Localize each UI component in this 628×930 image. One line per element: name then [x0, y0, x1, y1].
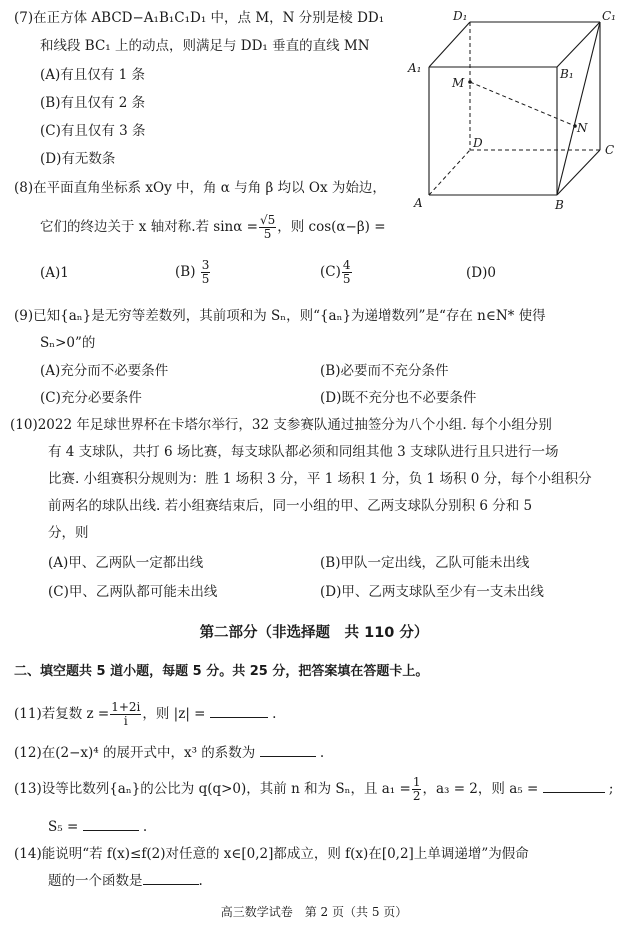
- q11-post: ，则 |z| =: [142, 706, 206, 722]
- q7-option-b: (B)有且仅有 2 条: [40, 95, 146, 111]
- q11: [14, 696, 276, 732]
- q13: [14, 771, 613, 807]
- q13-line2-end: .: [142, 819, 148, 835]
- q8-option-c-num: 4: [342, 258, 351, 272]
- q13-mid: ，a₃ = 2，则 a₅ =: [422, 781, 539, 797]
- label-c1: C₁: [602, 9, 616, 23]
- q8-option-c-fraction: [342, 259, 352, 286]
- q13-frac-num: 1: [412, 775, 421, 789]
- q13-line2: [48, 818, 147, 836]
- q8-line1: (8)在平面直角坐标系 xOy 中，角 α 与角 β 均以 Ox 为始边，: [14, 180, 386, 196]
- q13-s5-label: S₅ =: [48, 819, 79, 835]
- label-d: D: [473, 136, 483, 150]
- q8-option-c-label: (C): [320, 264, 341, 280]
- q8-option-b-label: (B): [175, 264, 196, 280]
- q14-line2-end: .: [198, 873, 203, 889]
- point-m: [468, 80, 472, 84]
- q11-pre: (11)若复数 z =: [14, 706, 110, 722]
- q8-option-b-den: 5: [201, 272, 210, 286]
- segment-bc1: [557, 22, 600, 195]
- q8-sin-fraction: [259, 214, 276, 241]
- label-a1: A₁: [408, 61, 422, 75]
- q7-line2: 和线段 BC₁ 上的动点，则满足与 DD₁ 垂直的直线 MN: [40, 38, 370, 54]
- q8-line2-pre: 它们的终边关于 x 轴对称.若 sinα =: [40, 219, 258, 235]
- section2-header: 二、填空题共 5 道小题，每题 5 分。共 25 分，把答案填在答题卡上。: [14, 664, 429, 679]
- q11-fraction: [110, 701, 141, 728]
- q8-line2: [40, 211, 386, 243]
- q9-line1: (9)已知{aₙ}是无穷等差数列，其前项和为 Sₙ，则“{aₙ}为递增数列”是“存在 n∈N* 使得: [14, 308, 546, 324]
- q8-option-b-fraction: [201, 259, 211, 286]
- q9-option-a: (A)充分而不必要条件: [40, 363, 169, 379]
- q11-frac-num: 1+2i: [111, 700, 141, 714]
- q13-a5-blank[interactable]: [543, 792, 605, 793]
- page-footer: 高三数学试卷 第 2 页（共 5 页）: [220, 905, 408, 919]
- label-m: M: [452, 76, 465, 90]
- q11-frac-den: i: [123, 714, 128, 728]
- q14-line2-text: 题的一个函数是: [48, 873, 143, 889]
- label-a: A: [414, 196, 423, 210]
- q7-option-a: (A)有且仅有 1 条: [40, 67, 145, 83]
- q12-end: .: [319, 745, 325, 761]
- q13-frac-den: 2: [412, 789, 421, 803]
- q8-option-c: [320, 255, 353, 289]
- q7-option-d: (D)有无数条: [40, 151, 116, 167]
- segment-mn: [470, 82, 575, 126]
- q12: [14, 744, 324, 762]
- q9-option-c: (C)充分必要条件: [40, 390, 142, 406]
- q10-line3: 比赛. 小组赛积分规则为：胜 1 场积 3 分，平 1 场积 1 分，负 1 场积 0 分，每个小组积分: [48, 471, 592, 487]
- q12-answer-blank[interactable]: [260, 756, 316, 757]
- edge-a1-d1: [429, 22, 470, 67]
- q13-pre: (13)设等比数列{aₙ}的公比为 q(q>0)，其前 n 和为 Sₙ，且 a₁ =: [14, 781, 411, 797]
- q14-answer-blank[interactable]: [143, 884, 199, 885]
- q13-fraction: [412, 776, 422, 803]
- q9-line2: Sₙ>0”的: [40, 335, 96, 351]
- q7-option-c: (C)有且仅有 3 条: [40, 123, 146, 139]
- q10-option-d: (D)甲、乙两支球队至少有一支未出线: [320, 584, 544, 600]
- q14-line2: [48, 872, 203, 890]
- q10-option-c: (C)甲、乙两队都可能未出线: [48, 584, 218, 600]
- cube-figure: [400, 0, 628, 215]
- q9-option-b: (B)必要而不充分条件: [320, 363, 449, 379]
- q13-s5-blank[interactable]: [83, 830, 139, 831]
- label-c: C: [605, 143, 615, 157]
- q8-option-b: [175, 255, 211, 289]
- q10-line2: 有 4 支球队，共打 6 场比赛，每支球队都必须和同组其他 3 支球队进行且只进行一场: [48, 444, 559, 460]
- edge-a-d-hidden: [429, 150, 470, 195]
- q10-line5: 分，则: [48, 525, 89, 541]
- q10-line4: 前两名的球队出线. 若小组赛结束后，同一小组的甲、乙两支球队分别积 6 分和 5: [48, 498, 533, 514]
- label-n: N: [577, 121, 588, 135]
- q10-line1: (10)2022 年足球世界杯在卡塔尔举行，32 支参赛队通过抽签分为八个小组. 每个小组分别: [10, 417, 552, 433]
- label-b1: B₁: [560, 67, 574, 81]
- part2-title: 第二部分（非选择题 共 110 分）: [199, 625, 429, 641]
- q11-end: .: [272, 706, 277, 722]
- label-d1: D₁: [453, 9, 468, 23]
- q13-end: ;: [608, 781, 614, 797]
- q8-sin-num: √5: [259, 213, 276, 227]
- edge-b1-c1: [557, 22, 600, 67]
- label-b: B: [555, 198, 564, 212]
- q8-option-a: (A)1: [40, 265, 69, 281]
- q8-line2-post: ，则 cos(α−β) =: [277, 219, 386, 235]
- q7-line1: (7)在正方体 ABCD−A₁B₁C₁D₁ 中，点 M，N 分别是棱 DD₁: [14, 10, 385, 26]
- edge-b-c: [557, 150, 600, 195]
- q11-answer-blank[interactable]: [210, 717, 268, 718]
- q8-option-d: (D)0: [466, 265, 496, 281]
- q9-option-d: (D)既不充分也不必要条件: [320, 390, 477, 406]
- q14-line1: (14)能说明“若 f(x)≤f(2)对任意的 x∈[0,2]都成立，则 f(x)在[0,2]上单调递增”为假命: [14, 846, 529, 862]
- q8-option-b-num: 3: [201, 258, 210, 272]
- q10-option-a: (A)甲、乙两队一定都出线: [48, 555, 204, 571]
- q10-option-b: (B)甲队一定出线，乙队可能未出线: [320, 555, 530, 571]
- q8-option-c-den: 5: [342, 272, 351, 286]
- q8-sin-den: 5: [263, 227, 272, 241]
- q12-text: (12)在(2−x)⁴ 的展开式中，x³ 的系数为: [14, 745, 256, 761]
